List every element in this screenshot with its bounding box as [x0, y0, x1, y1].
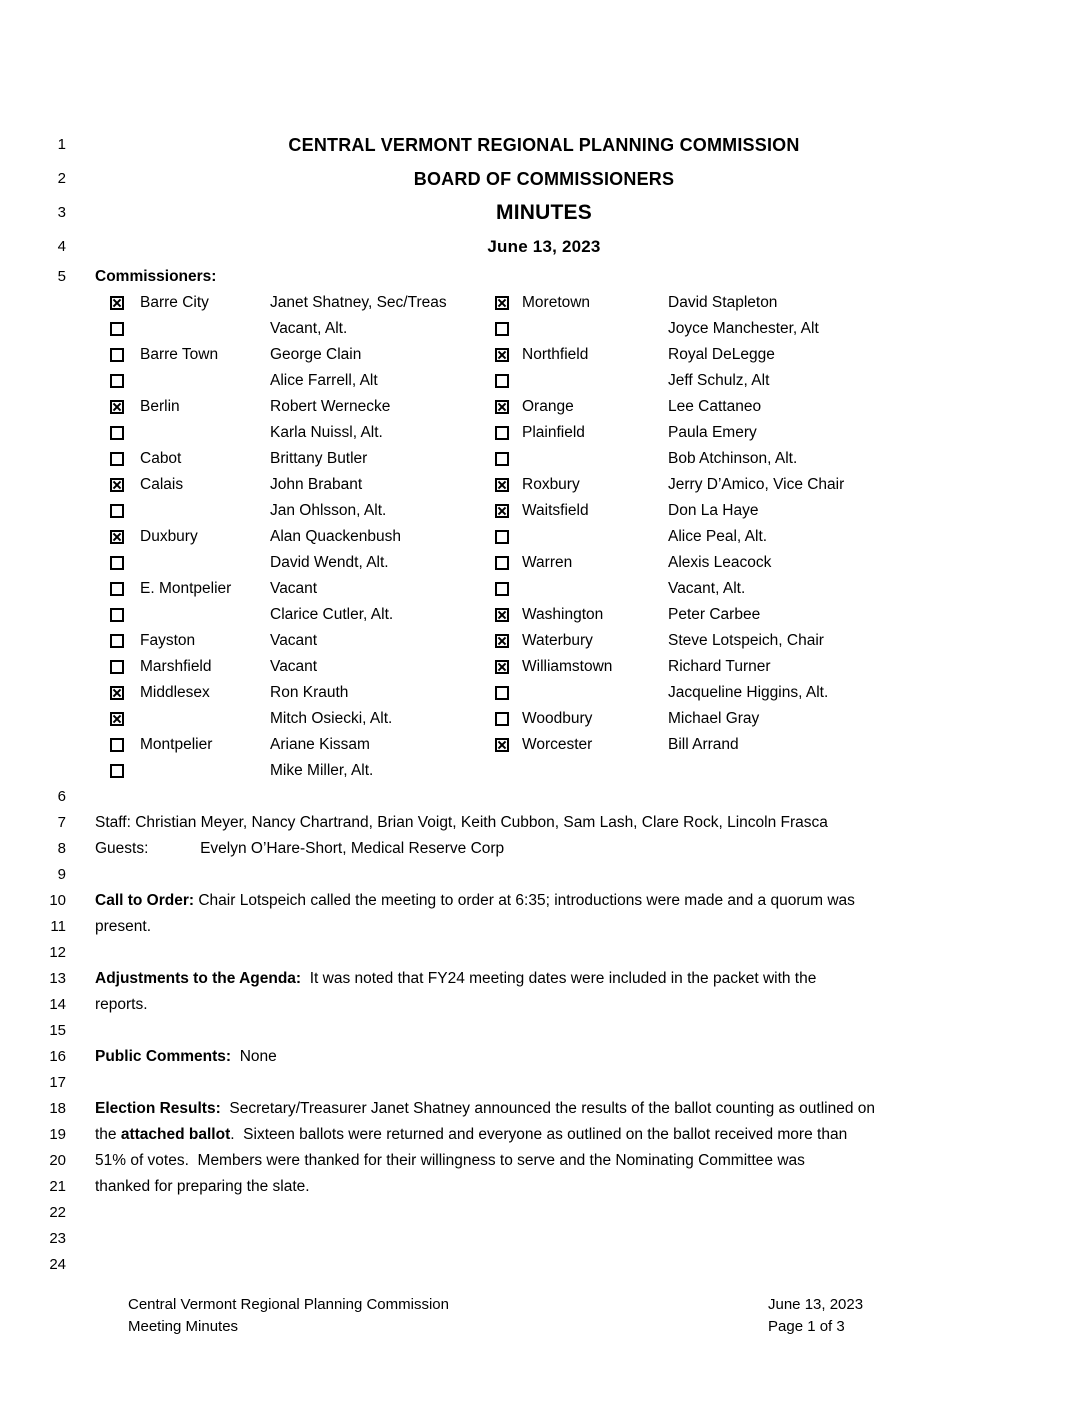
minutes-line [40, 1200, 1048, 1226]
line-number: 2 [57, 170, 66, 187]
member-name: George Clain [270, 346, 362, 363]
town-name: Washington [522, 606, 604, 623]
minutes-text: Staff: Christian Meyer, Nancy Chartrand, Brian Voigt, Keith Cubbon, Sam Lash, Clare Rock, Lincoln Frasca [95, 814, 828, 831]
document-content [40, 128, 1048, 1338]
town-name: Williamstown [522, 658, 613, 675]
member-name [668, 758, 1048, 784]
member-name: Joyce Manchester, Alt [668, 320, 819, 337]
attendance-checkbox [110, 504, 124, 518]
attendance-checkbox [110, 296, 124, 310]
line-number: 12 [49, 944, 66, 961]
member-name: Clarice Cutler, Alt. [270, 606, 394, 623]
member-name: Vacant [270, 632, 318, 649]
roster-row [110, 472, 1048, 498]
roster-row [110, 680, 1048, 706]
town-name: Warren [522, 554, 573, 571]
footer-page-number: Page 1 of 3 [768, 1318, 845, 1335]
town-name [522, 680, 668, 706]
town-name: Barre Town [140, 346, 219, 363]
town-name: Montpelier [140, 736, 213, 753]
attendance-checkbox [110, 348, 124, 362]
member-name: David Stapleton [668, 294, 778, 311]
roster-row [110, 706, 1048, 732]
line-number: 15 [49, 1022, 66, 1039]
line-number: 16 [49, 1048, 66, 1065]
attendance-checkbox [495, 582, 509, 596]
header-title: MINUTES [496, 201, 592, 224]
minutes-text: thanked for preparing the slate. [95, 1178, 310, 1195]
attendance-checkbox [110, 634, 124, 648]
attendance-checkbox [110, 686, 124, 700]
line-number: 4 [57, 238, 66, 255]
member-name: Ariane Kissam [270, 736, 370, 753]
footer-left-block [128, 1294, 449, 1338]
member-name: Karla Nuissl, Alt. [270, 424, 383, 441]
minutes-text: present. [95, 918, 152, 935]
attendance-checkbox [110, 608, 124, 622]
header-title: CENTRAL VERMONT REGIONAL PLANNING COMMISSION [288, 135, 800, 155]
minutes-text: Adjustments to the Agenda: It was noted that FY24 meeting dates were included in the packet with the [95, 970, 817, 987]
attendance-checkbox [110, 660, 124, 674]
minutes-line [40, 836, 1048, 862]
minutes-line [40, 992, 1048, 1018]
roster-row [110, 290, 1048, 316]
roster-row [110, 602, 1048, 628]
town-name: E. Montpelier [140, 580, 232, 597]
line-number: 19 [49, 1126, 66, 1143]
minutes-text: Public Comments: None [95, 1048, 277, 1065]
town-name: Middlesex [140, 684, 210, 701]
commissioners-roster [40, 290, 1048, 784]
member-name: Richard Turner [668, 658, 771, 675]
header-line [40, 196, 1048, 230]
member-name: Peter Carbee [668, 606, 761, 623]
header-line [40, 230, 1048, 264]
member-name: Michael Gray [668, 710, 760, 727]
member-name: Vacant [270, 580, 318, 597]
minutes-text: Election Results: Secretary/Treasurer Janet Shatney announced the results of the ballot counting as outlined on [95, 1100, 876, 1117]
member-name: Don La Haye [668, 502, 759, 519]
town-name [522, 316, 668, 342]
minutes-line [40, 1174, 1048, 1200]
roster-row [110, 732, 1048, 758]
town-name: Fayston [140, 632, 196, 649]
member-name: Vacant, Alt. [668, 580, 746, 597]
page-footer [40, 1294, 1048, 1338]
attendance-checkbox [495, 738, 509, 752]
line-number: 13 [49, 970, 66, 987]
town-name [522, 446, 668, 472]
member-name: Vacant [270, 658, 318, 675]
attendance-checkbox [495, 296, 509, 310]
member-name: Alice Farrell, Alt [270, 372, 378, 389]
roster-row [110, 576, 1048, 602]
minutes-text: the attached ballot. Sixteen ballots were returned and everyone as outlined on the ballot received more than [95, 1126, 848, 1143]
footer-document-type: Meeting Minutes [128, 1318, 239, 1335]
commissioners-heading: Commissioners: [95, 268, 217, 285]
attendance-checkbox [495, 504, 509, 518]
attendance-checkbox [110, 530, 124, 544]
roster-row [110, 316, 1048, 342]
member-name: Bill Arrand [668, 736, 739, 753]
town-name: Calais [140, 476, 184, 493]
town-name: Duxbury [140, 528, 198, 545]
member-name: Mike Miller, Alt. [270, 762, 374, 779]
line-number: 1 [57, 136, 66, 153]
attendance-checkbox [495, 530, 509, 544]
member-name: Bob Atchinson, Alt. [668, 450, 798, 467]
roster-row [110, 394, 1048, 420]
roster-row [110, 524, 1048, 550]
town-name: Woodbury [522, 710, 593, 727]
line-number: 7 [57, 814, 66, 831]
minutes-line [40, 1252, 1048, 1278]
town-name [140, 316, 270, 342]
roster-row [110, 550, 1048, 576]
member-name: Robert Wernecke [270, 398, 391, 415]
member-name: Lee Cattaneo [668, 398, 762, 415]
minutes-line [40, 888, 1048, 914]
town-name: Roxbury [522, 476, 580, 493]
attendance-checkbox [495, 400, 509, 414]
line-number: 10 [49, 892, 66, 909]
footer-right-block [768, 1294, 863, 1338]
member-name: Mitch Osiecki, Alt. [270, 710, 393, 727]
header-line [40, 128, 1048, 162]
line-number: 24 [49, 1256, 66, 1273]
roster-row [110, 420, 1048, 446]
header-line [40, 162, 1048, 196]
roster-row [110, 758, 1048, 784]
town-name [140, 420, 270, 446]
line-number: 11 [50, 918, 66, 935]
footer-organization: Central Vermont Regional Planning Commission [128, 1296, 449, 1313]
minutes-line [40, 1096, 1048, 1122]
town-name: Marshfield [140, 658, 212, 675]
attendance-checkbox [110, 556, 124, 570]
attendance-checkbox [110, 738, 124, 752]
header-title: BOARD OF COMMISSIONERS [413, 169, 675, 189]
line-number: 8 [57, 840, 66, 857]
member-name: Royal DeLegge [668, 346, 775, 363]
minutes-line [40, 1122, 1048, 1148]
attendance-checkbox [110, 712, 124, 726]
member-name: Steve Lotspeich, Chair [668, 632, 824, 649]
line-number: 17 [49, 1074, 66, 1091]
attendance-checkbox [495, 608, 509, 622]
attendance-checkbox [110, 478, 124, 492]
line-number: 9 [57, 866, 66, 883]
town-name [140, 368, 270, 394]
member-name: Jeff Schulz, Alt [668, 372, 770, 389]
attendance-checkbox [495, 348, 509, 362]
town-name [522, 368, 668, 394]
member-name: Janet Shatney, Sec/Treas [270, 294, 447, 311]
member-name: John Brabant [270, 476, 363, 493]
attendance-checkbox [495, 634, 509, 648]
member-name: David Wendt, Alt. [270, 554, 389, 571]
roster-row [110, 342, 1048, 368]
attendance-checkbox [110, 374, 124, 388]
minutes-line [40, 1070, 1048, 1096]
minutes-line [40, 862, 1048, 888]
line-number: 20 [49, 1152, 66, 1169]
town-name: Plainfield [522, 424, 585, 441]
minutes-line [40, 1044, 1048, 1070]
town-name: Berlin [140, 398, 180, 415]
attendance-checkbox [495, 374, 509, 388]
minutes-line [40, 940, 1048, 966]
attendance-checkbox [495, 478, 509, 492]
attendance-checkbox [495, 712, 509, 726]
minutes-text: reports. [95, 996, 148, 1013]
town-name [522, 576, 668, 602]
town-name [140, 706, 270, 732]
roster-row [110, 368, 1048, 394]
line-number: 3 [57, 204, 66, 221]
line-number: 22 [49, 1204, 66, 1221]
member-name: Alexis Leacock [668, 554, 772, 571]
town-name: Northfield [522, 346, 589, 363]
line-number: 23 [49, 1230, 66, 1247]
member-name: Alice Peal, Alt. [668, 528, 768, 545]
minutes-text: Call to Order: Chair Lotspeich called the meeting to order at 6:35; introductions were made and a quorum was [95, 892, 855, 909]
attendance-checkbox [495, 452, 509, 466]
line-number: 14 [49, 996, 66, 1013]
member-name: Jacqueline Higgins, Alt. [668, 684, 829, 701]
town-name [140, 602, 270, 628]
minutes-line [40, 1148, 1048, 1174]
line-number: 18 [49, 1100, 66, 1117]
minutes-line [40, 784, 1048, 810]
roster-row [110, 654, 1048, 680]
roster-row [110, 628, 1048, 654]
member-name: Jerry D’Amico, Vice Chair [668, 476, 845, 493]
line-number: 5 [57, 268, 66, 285]
attendance-checkbox [495, 426, 509, 440]
town-name [522, 524, 668, 550]
commissioners-heading-line [40, 264, 1048, 290]
attendance-checkbox [110, 764, 124, 778]
header-title: June 13, 2023 [487, 237, 601, 256]
town-name: Waterbury [522, 632, 593, 649]
minutes-line [40, 1018, 1048, 1044]
attendance-checkbox [495, 322, 509, 336]
town-name [522, 758, 668, 784]
document-header [40, 128, 1048, 264]
minutes-body [40, 784, 1048, 1278]
attendance-checkbox [110, 582, 124, 596]
member-name: Paula Emery [668, 424, 757, 441]
attendance-checkbox [110, 426, 124, 440]
attendance-checkbox [110, 452, 124, 466]
attendance-checkbox [495, 686, 509, 700]
minutes-text: Guests: Evelyn O’Hare-Short, Medical Reserve Corp [95, 840, 505, 857]
minutes-text: 51% of votes. Members were thanked for their willingness to serve and the Nominating Committee was [95, 1152, 805, 1169]
line-number: 21 [49, 1178, 66, 1195]
line-number: 6 [57, 788, 66, 805]
minutes-line [40, 1226, 1048, 1252]
member-name: Vacant, Alt. [270, 320, 348, 337]
minutes-line [40, 810, 1048, 836]
attendance-checkbox [495, 660, 509, 674]
attendance-checkbox [110, 322, 124, 336]
town-name: Worcester [522, 736, 593, 753]
attendance-checkbox [495, 556, 509, 570]
town-name [140, 758, 270, 784]
town-name [140, 498, 270, 524]
minutes-line [40, 966, 1048, 992]
member-name: Jan Ohlsson, Alt. [270, 502, 387, 519]
member-name: Brittany Butler [270, 450, 368, 467]
town-name: Cabot [140, 450, 182, 467]
town-name: Moretown [522, 294, 591, 311]
member-name: Ron Krauth [270, 684, 349, 701]
minutes-line [40, 914, 1048, 940]
attendance-checkbox [110, 400, 124, 414]
town-name: Waitsfield [522, 502, 589, 519]
member-name: Alan Quackenbush [270, 528, 401, 545]
town-name: Barre City [140, 294, 209, 311]
footer-date: June 13, 2023 [768, 1296, 864, 1313]
town-name: Orange [522, 398, 574, 415]
town-name [140, 550, 270, 576]
roster-row [110, 446, 1048, 472]
roster-row [110, 498, 1048, 524]
